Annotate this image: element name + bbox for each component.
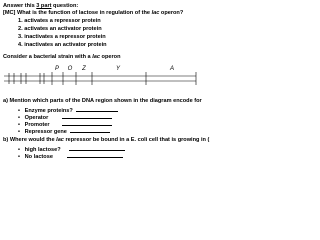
- label-o: O: [67, 66, 73, 72]
- mc-option-3[interactable]: 3. inactivates a repressor protein: [18, 34, 106, 40]
- bullet: •: [18, 122, 20, 128]
- bullet: •: [18, 129, 20, 135]
- answer-blank-repressor[interactable]: [70, 127, 110, 133]
- label-z: Z: [82, 66, 86, 72]
- gene-labels: [55, 66, 174, 72]
- item-label: Promoter: [24, 122, 50, 128]
- bullet: •: [18, 115, 20, 121]
- instruction-post: question:: [51, 3, 79, 9]
- answer-blank-high-lactose[interactable]: [69, 145, 125, 151]
- mc-question: [3, 10, 183, 17]
- label-a: A: [169, 66, 175, 72]
- mc-tag: [MC]: [3, 10, 16, 16]
- consider-pre: Consider a bacterial strain with a: [3, 54, 93, 60]
- item-label: No lactose: [24, 154, 53, 160]
- part-a-question: a) Mention which parts of the DNA region shown in the diagram encode for: [3, 98, 202, 104]
- instruction-pre: Answer this: [3, 3, 37, 9]
- instruction-line: [3, 3, 78, 10]
- item-label: high lactose?: [24, 147, 61, 153]
- bullet: •: [18, 154, 20, 160]
- mc-question-pre: What is the function of lactose in regulation of the: [15, 10, 152, 16]
- part-b-question: [3, 137, 209, 144]
- label-p: P: [54, 66, 60, 72]
- instruction-count: 3 part: [36, 3, 52, 9]
- item-label: Enzyme proteins?: [24, 108, 73, 114]
- part-b-italic: lac: [56, 137, 64, 143]
- part-b-item-no-lactose: [18, 152, 123, 161]
- consider-italic: lac: [92, 54, 100, 60]
- bullet: •: [18, 108, 20, 114]
- answer-blank-promoter[interactable]: [62, 120, 112, 126]
- bullet: •: [18, 147, 20, 153]
- dna-strand: [4, 72, 196, 85]
- answer-blank-operator[interactable]: [62, 113, 112, 119]
- consider-post: operon: [100, 54, 121, 60]
- mc-question-italic: lac: [151, 10, 160, 16]
- mc-option-2[interactable]: 2. activates an activator protein: [18, 26, 102, 32]
- label-y: Y: [115, 66, 121, 72]
- item-label: Repressor gene: [24, 129, 67, 135]
- answer-blank-no-lactose[interactable]: [67, 152, 123, 158]
- part-b-pre: b) Where would the: [3, 137, 57, 143]
- mc-question-post: operon?: [159, 10, 184, 16]
- answer-blank-enzyme[interactable]: [76, 106, 118, 112]
- item-label: Operator: [24, 115, 49, 121]
- mc-option-4[interactable]: 4. inactivates an activator protein: [18, 42, 107, 48]
- part-b-post: repressor be bound in a E. coli cell that is growing in (: [63, 137, 210, 143]
- part-a-item-repressor: [18, 127, 110, 136]
- operon-diagram: [0, 60, 200, 94]
- mc-option-1[interactable]: 1. activates a repressor protein: [18, 18, 101, 24]
